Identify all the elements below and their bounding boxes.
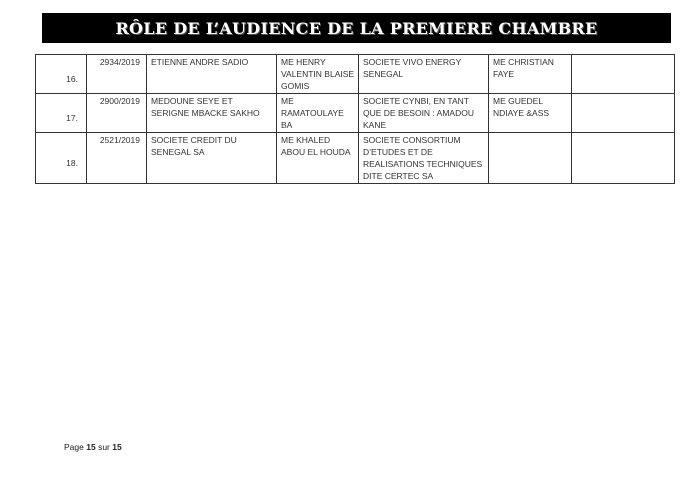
page-title: RÔLE DE L’AUDIENCE DE LA PREMIERE CHAMBRE: [115, 18, 598, 38]
page-separator: sur: [98, 442, 110, 452]
observation-cell: [572, 55, 675, 94]
plaintiff-lawyer-cell: ME HENRY VALENTIN BLAISE GOMIS: [277, 55, 359, 94]
page-label: Page: [64, 442, 84, 452]
defendant-cell: SOCIETE VIVO ENERGY SENEGAL: [359, 55, 489, 94]
page-current: 15: [86, 442, 96, 452]
defendant-lawyer-cell: [489, 133, 572, 184]
case-reference: 2934/2019: [87, 55, 147, 94]
plaintiff-lawyer-cell: ME KHALED ABOU EL HOUDA: [277, 133, 359, 184]
observation-cell: [572, 133, 675, 184]
hearing-roll-table: [35, 54, 675, 184]
page-total: 15: [112, 442, 122, 452]
table-row: [36, 133, 675, 184]
case-number: 18.: [36, 133, 87, 184]
defendant-lawyer-cell: ME GUEDEL NDIAYE &ASS: [489, 94, 572, 133]
plaintiff-cell: MEDOUNE SEYE ET SERIGNE MBACKE SAKHO: [147, 94, 277, 133]
defendant-lawyer-cell: ME CHRISTIAN FAYE: [489, 55, 572, 94]
plaintiff-cell: ETIENNE ANDRE SADIO: [147, 55, 277, 94]
defendant-cell: SOCIETE CONSORTIUM D’ETUDES ET DE REALISATIONS TECHNIQUES DITE CERTEC SA: [359, 133, 489, 184]
defendant-cell: SOCIETE CYNBI, EN TANT QUE DE BESOIN : AMADOU KANE: [359, 94, 489, 133]
plaintiff-cell: SOCIETE CREDIT DU SENEGAL SA: [147, 133, 277, 184]
case-number: 16.: [36, 55, 87, 94]
table-row: [36, 55, 675, 94]
title-banner: [42, 13, 671, 43]
observation-cell: [572, 94, 675, 133]
page-footer: [64, 442, 122, 452]
table-row: [36, 94, 675, 133]
case-number: 17.: [36, 94, 87, 133]
case-reference: 2900/2019: [87, 94, 147, 133]
case-reference: 2521/2019: [87, 133, 147, 184]
plaintiff-lawyer-cell: ME RAMATOULAYE BA: [277, 94, 359, 133]
